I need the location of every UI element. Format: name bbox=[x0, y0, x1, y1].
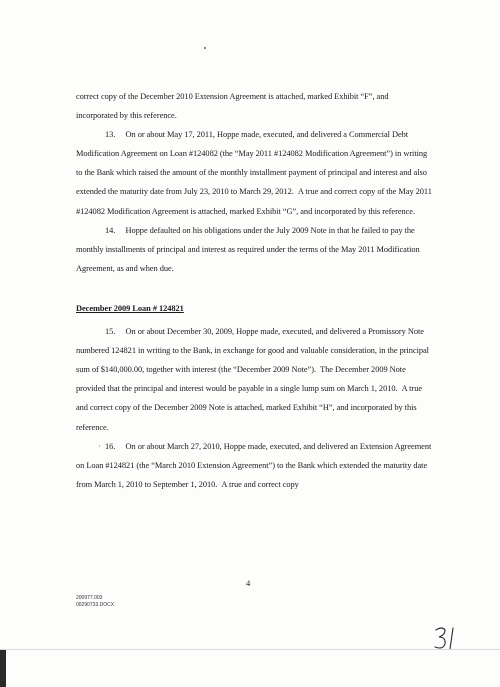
paragraph-16 bbox=[76, 437, 432, 494]
paragraph-13: 13. On or about May 17, 2011, Hoppe made, executed, and delivered a Commercial Debt Modification Agreement on Loan #124082 (the “May 2011 #124082 Modification Agreement”) in writing to the Bank which raised the amount of the monthly installment payment of principal and interest and also extended the maturity date from July 23, 2010 to March 29, 2012. A true and correct copy of the May 2011 #124082 Modification Agreement is attached, marked Exhibit “G”, and incorporated by this reference. bbox=[76, 130, 432, 216]
document-body bbox=[76, 87, 432, 494]
document-id-line-2: 00290733.DOCX bbox=[76, 601, 115, 608]
scan-speck bbox=[204, 47, 206, 49]
section-heading: December 2009 Loan # 124821 bbox=[76, 303, 184, 313]
paragraph-14: 14. Hoppe defaulted on his obligations under the July 2009 Note in that he failed to pay the monthly installments of principal and interest as required under the terms of the May 2011 Modification Agreement, as and when due. bbox=[76, 225, 420, 273]
page-number: 4 bbox=[246, 578, 251, 588]
paragraph-15: 15. On or about December 30, 2009, Hoppe made, executed, and delivered a Promissory Note numbered 124821 in writing to the Bank, in exchange for good and valuable consideration, in the principal sum of $140,000.00, together with interest (the “December 2009 Note”). The December 2009 Note provided that the principal and interest would be payable in a single lump sum on March 1, 2010. A true and correct copy of the December 2009 Note is attached, marked Exhibit “H”, and incorporated by this reference. bbox=[76, 327, 429, 432]
paragraph-16-text: 16. On or about March 27, 2010, Hoppe made, executed, and delivered an Extension Agreement on Loan #124821 (the “March 2010 Extension Agreement”) to the Bank which extended the maturity date from March 1, 2010 to September 1, 2010. A true and correct copy bbox=[76, 441, 432, 489]
document-id bbox=[76, 595, 114, 608]
paragraph-continuation: correct copy of the December 2010 Extension Agreement is attached, marked Exhibit “F”, and incorporated by this reference. bbox=[76, 92, 389, 121]
scan-edge-line bbox=[0, 649, 500, 650]
scan-edge bbox=[0, 650, 6, 687]
stray-mark: · bbox=[98, 441, 101, 451]
document-id-line-1: 200977.003 bbox=[76, 595, 103, 601]
